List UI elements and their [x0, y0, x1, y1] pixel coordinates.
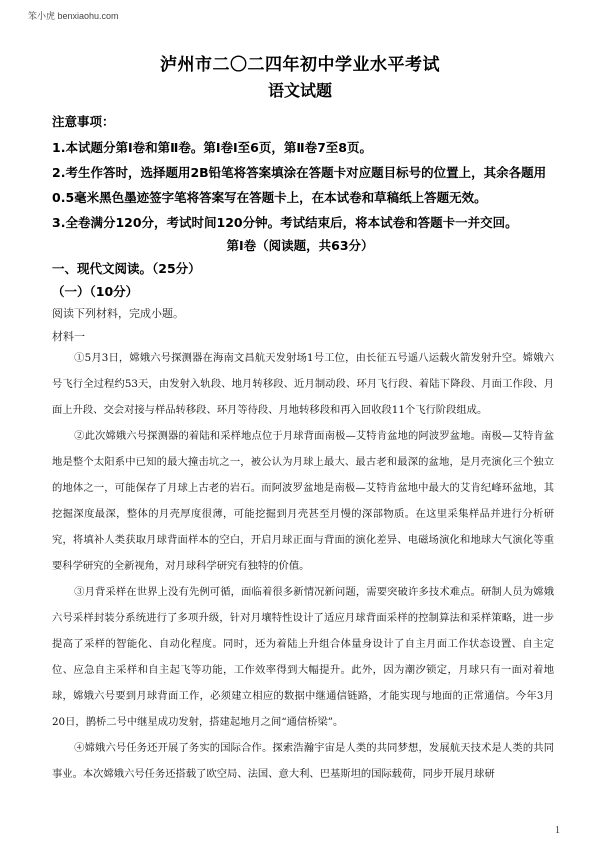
volume-title: 第Ⅰ卷（阅读题，共63分）	[226, 238, 374, 253]
site-watermark: 笨小虎 benxiaohu.com	[28, 11, 119, 21]
notice-item: 3.全卷满分120分，考试时间120分钟。考试结束后，将本试卷和答题卡一并交回。	[52, 215, 518, 230]
part-title: 一、现代文阅读。（25分）	[52, 261, 201, 276]
exam-title: 泸州市二〇二四年初中学业水平考试	[160, 55, 440, 75]
paragraph-4: ④嫦娥六号任务还开展了务实的国际合作。探索浩瀚宇宙是人类的共同梦想，发展航天技术是人类的共同事业。本次嫦娥六号任务还搭载了欧空局、法国、意大利、巴基斯坦的国际载荷，同步开展月球研	[52, 742, 554, 780]
notice-item: 0.5毫米黑色墨迹签字笔将答案写在答题卡上，在本试卷和草稿纸上答题无效。	[52, 190, 487, 205]
reading-instruction: 阅读下列材料，完成小题。	[52, 307, 184, 320]
exam-subtitle: 语文试题	[267, 81, 332, 100]
paragraph-3: ③月背采样在世界上没有先例可循，面临着很多新情况新问题，需要突破许多技术难点。研制人员为嫦娥六号采样封装分系统进行了多项升级，针对月壤特性设计了适应月球背面采样的控制算法和采样策略，进一步提高了采样的智能化、自动化程度。同时，还为着陆上升组合体量身设计了自主月面工作状态设置、自主定位、应急自主采样和自主起飞等功能，工作效率得到大幅提升。此外，因为潮汐锁定，月球只有一面对着地球，嫦娥六号要到月球背面工作，必须建立相应的数据中继通信链路，才能实现与地面的正常通信。今年3月20日，鹊桥二号中继星成功发射，搭建起地月之间“通信桥梁”。	[52, 586, 554, 728]
sub-title: （一）（10分）	[52, 284, 139, 299]
page-number: 1	[555, 825, 560, 836]
notice-item: 1.本试题分第Ⅰ卷和第Ⅱ卷。第Ⅰ卷Ⅰ至6页，第Ⅱ卷7至8页。	[52, 140, 372, 155]
material-label: 材料一	[52, 330, 85, 343]
notice-item: 2.考生作答时，选择题用2B铅笔将答案填涂在答题卡对应题目标号的位置上，其余各题用	[52, 165, 547, 180]
paragraph-1: ①5月3日，嫦娥六号探测器在海南文昌航天发射场1号工位，由长征五号遥八运载火箭发射升空。嫦娥六号飞行全过程约53天，由发射入轨段、地月转移段、近月制动段、环月飞行段、着陆下降段、月面工作段、月面上升段、交会对接与样品转移段、环月等待段、月地转移段和再入回收段11个飞行阶段组成。	[52, 352, 554, 416]
paragraph-2: ②此次嫦娥六号探测器的着陆和采样地点位于月球背面南极—艾特肯盆地的阿波罗盆地。南极—艾特肯盆地是整个太阳系中已知的最大撞击坑之一，被公认为月球上最大、最古老和最深的盆地，是月壳演化三个独立的地体之一，可能保存了月球上古老的岩石。而阿波罗盆地是南极—艾特肯盆地中最大的艾肯纪峰环盆地，其挖掘深度最深，整体的月壳厚度很薄，可能挖掘到月壳甚至月慢的深部物质。在这里采集样品并进行分析研究，将填补人类获取月球背面样本的空白，开启月球正面与背面的演化差异、电磁场演化和地球大气演化等重要科学研究的全新视角，对月球科学研究有独特的价值。	[52, 430, 554, 572]
notice-heading: 注意事项：	[52, 114, 115, 129]
